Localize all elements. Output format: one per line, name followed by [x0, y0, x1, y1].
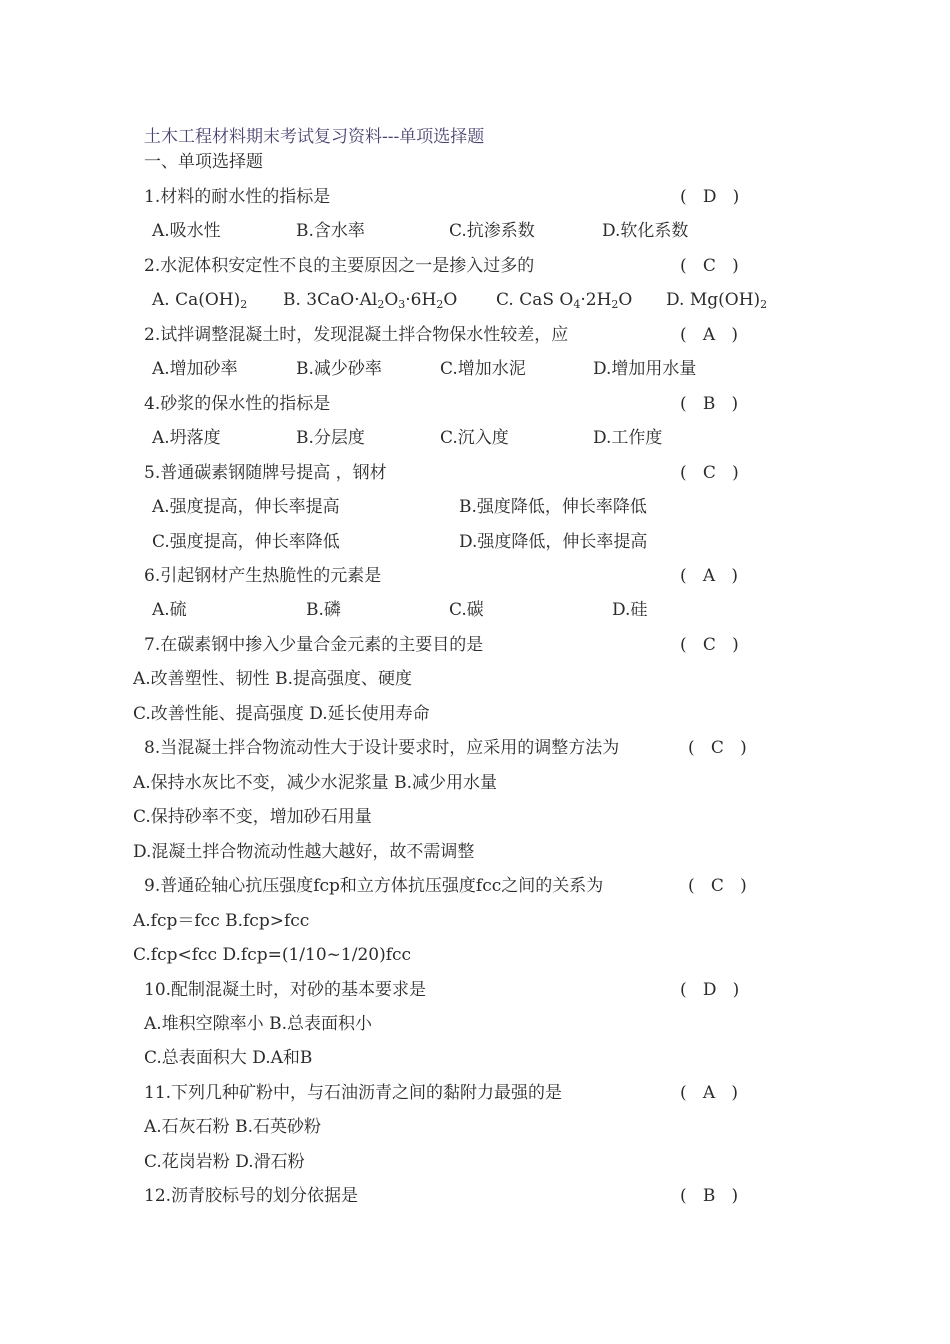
option-1b: B.含水率 — [296, 221, 365, 241]
option-line-8-1: A.保持水灰比不变，减少水泥浆量 B.减少用水量 — [133, 773, 497, 793]
question-9: 9.普通砼轴心抗压强度fcp和立方体抗压强度fcc之间的关系为 — [144, 876, 604, 896]
option-6d: D.硅 — [612, 600, 648, 620]
option-line-10-1: A.堆积空隙率小 B.总表面积小 — [144, 1014, 372, 1034]
option-line-9-2: C.fcp<fcc D.fcp=(1/10~1/20)fcc — [133, 945, 412, 965]
question-5: 5.普通碳素钢随牌号提高 ，钢材 — [144, 463, 387, 483]
option-2c: C. CaS $O_4\cdot 2H_2O$ — [496, 290, 633, 311]
option-6a: A.硫 — [152, 600, 187, 620]
option-line-7-2: C.改善性能、提高强度 D.延长使用寿命 — [133, 704, 430, 724]
answer-5: ( C ) — [680, 463, 739, 483]
option-2b: B. $3CaO\cdot Al_2O_3\cdot 6H_2O$ — [283, 290, 458, 311]
answer-6: ( A ) — [680, 566, 738, 586]
option-6b: B.磷 — [306, 600, 341, 620]
answer-2: ( C ) — [680, 256, 739, 276]
option-4b: B.分层度 — [296, 428, 365, 448]
answer-8: ( C ) — [688, 738, 747, 758]
option-3b: B.减少砂率 — [296, 359, 382, 379]
option-5b: B.强度降低，伸长率降低 — [459, 497, 647, 517]
option-4d: D.工作度 — [593, 428, 663, 448]
option-4a: A.坍落度 — [152, 428, 221, 448]
option-5d: D.强度降低，伸长率提高 — [459, 532, 648, 552]
option-line-11-2: C.花岗岩粉 D.滑石粉 — [144, 1152, 305, 1172]
answer-9: ( C ) — [688, 876, 747, 896]
question-4: 4.砂浆的保水性的指标是 — [144, 394, 331, 414]
answer-11: ( A ) — [680, 1083, 738, 1103]
option-line-8-3: D.混凝土拌合物流动性越大越好，故不需调整 — [133, 842, 475, 862]
option-3c: C.增加水泥 — [440, 359, 526, 379]
option-2d: D. $Mg(OH)_2$ — [666, 290, 768, 311]
option-2a: A. $Ca(OH)_2$ — [152, 290, 248, 311]
option-line-10-2: C.总表面积大 D.A和B — [144, 1048, 313, 1068]
option-5a: A.强度提高，伸长率提高 — [152, 497, 340, 517]
answer-3: ( A ) — [680, 325, 738, 345]
option-line-9-1: A.fcp＝fcc B.fcp>fcc — [133, 911, 310, 931]
option-line-8-2: C.保持砂率不变，增加砂石用量 — [133, 807, 372, 827]
question-10: 10.配制混凝土时，对砂的基本要求是 — [144, 980, 427, 1000]
option-3a: A.增加砂率 — [152, 359, 238, 379]
answer-12: ( B ) — [680, 1186, 739, 1206]
question-2: 2.水泥体积安定性不良的主要原因之一是掺入过多的 — [144, 256, 535, 276]
answer-7: ( C ) — [680, 635, 739, 655]
option-3d: D.增加用水量 — [593, 359, 697, 379]
option-1c: C.抗渗系数 — [449, 221, 535, 241]
option-1d: D.软化系数 — [602, 221, 689, 241]
question-8: 8.当混凝土拌合物流动性大于设计要求时，应采用的调整方法为 — [144, 738, 620, 758]
answer-4: ( B ) — [680, 394, 739, 414]
option-1a: A.吸水性 — [152, 221, 221, 241]
answer-10: ( D ) — [680, 980, 740, 1000]
document-title: 土木工程材料期末考试复习资料---单项选择题 — [144, 127, 485, 147]
option-line-11-1: A.石灰石粉 B.石英砂粉 — [144, 1117, 321, 1137]
option-6c: C.碳 — [449, 600, 484, 620]
section-heading: 一、单项选择题 — [144, 152, 263, 172]
question-7: 7.在碳素钢中掺入少量合金元素的主要目的是 — [144, 635, 484, 655]
question-1: 1.材料的耐水性的指标是 — [144, 187, 331, 207]
question-11: 11.下列几种矿粉中，与石油沥青之间的黏附力最强的是 — [144, 1083, 563, 1103]
option-line-7-1: A.改善塑性、韧性 B.提高强度、硬度 — [133, 669, 412, 689]
answer-1: ( D ) — [680, 187, 740, 207]
question-3: 2.试拌调整混凝土时，发现混凝土拌合物保水性较差，应 — [144, 325, 569, 345]
question-12: 12.沥青胶标号的划分依据是 — [144, 1186, 359, 1206]
question-6: 6.引起钢材产生热脆性的元素是 — [144, 566, 382, 586]
option-4c: C.沉入度 — [440, 428, 509, 448]
option-5c: C.强度提高，伸长率降低 — [152, 532, 340, 552]
